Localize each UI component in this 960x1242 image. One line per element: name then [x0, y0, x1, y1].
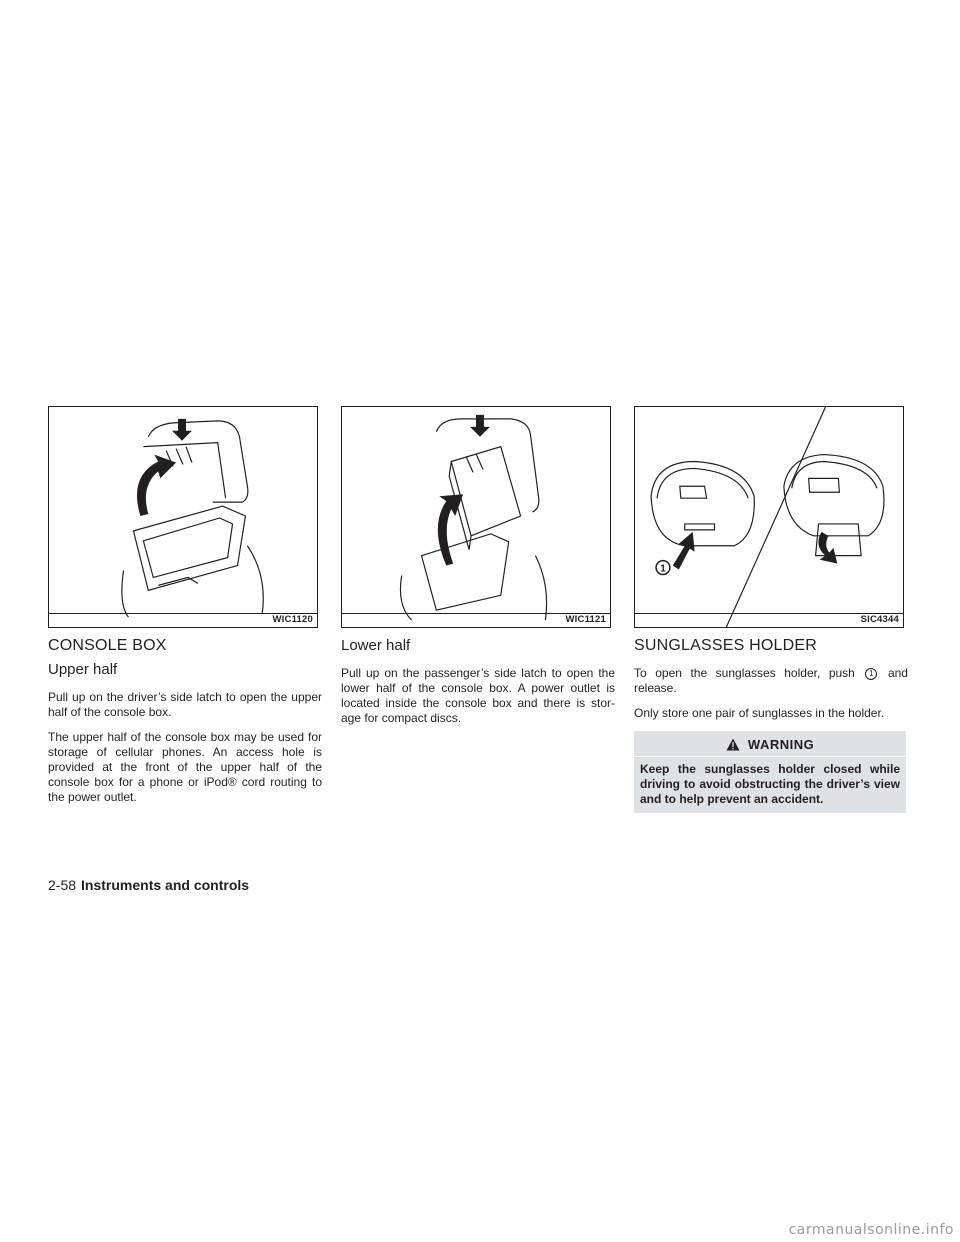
text: To open the sunglasses holder, push [634, 666, 855, 680]
callout-marker: 1 [660, 563, 666, 575]
warning-box [634, 731, 906, 813]
figure-id: WIC1121 [565, 614, 606, 625]
column-console-upper [48, 636, 322, 815]
sunglasses-holder-illustration [635, 407, 903, 627]
text: and release. [634, 666, 908, 695]
column-console-lower [341, 636, 615, 736]
section-title-sunglasses: SUNGLASSES HOLDER [634, 637, 818, 654]
paragraph [634, 666, 908, 696]
subheading-upper-half: Upper half [48, 661, 118, 678]
page-number: 2-58 [48, 877, 77, 893]
figure-console-lower-half [341, 406, 611, 628]
warning-label: WARNING [747, 737, 815, 752]
console-upper-illustration [49, 407, 317, 627]
warning-header [634, 737, 906, 757]
figure-id: SIC4344 [860, 614, 899, 625]
figure-sunglasses-holder [634, 406, 904, 628]
paragraph: Pull up on the passenger’s side latch to open the lower half of the console box. A power outlet is located inside the console box and there is stor- age for compact discs. [341, 666, 615, 725]
warning-icon [726, 738, 740, 751]
callout-marker: 1 [865, 668, 877, 680]
paragraph: Only store one pair of sunglasses in the holder. [634, 706, 885, 720]
section-title-console-box: CONSOLE BOX [48, 637, 167, 654]
chapter-title: Instruments and controls [81, 877, 250, 893]
subheading-lower-half: Lower half [341, 637, 411, 654]
paragraph: The upper half of the console box may be used for storage of cellular phones. An access hole is provided at the front of the upper half of the console box for a phone or iPod® cord routing to the power outlet. [48, 730, 322, 804]
console-lower-illustration [342, 407, 610, 627]
warning-text: Keep the sunglasses holder closed while driving to avoid obstructing the driver’s view and to help prevent an accident. [640, 762, 900, 806]
watermark: carmanualsonline.info [788, 1222, 954, 1238]
figure-id: WIC1120 [272, 614, 313, 625]
paragraph: Pull up on the driver’s side latch to open the upper half of the console box. [48, 690, 322, 719]
column-sunglasses [634, 636, 908, 813]
figure-console-upper-half [48, 406, 318, 628]
page-footer [48, 876, 249, 894]
